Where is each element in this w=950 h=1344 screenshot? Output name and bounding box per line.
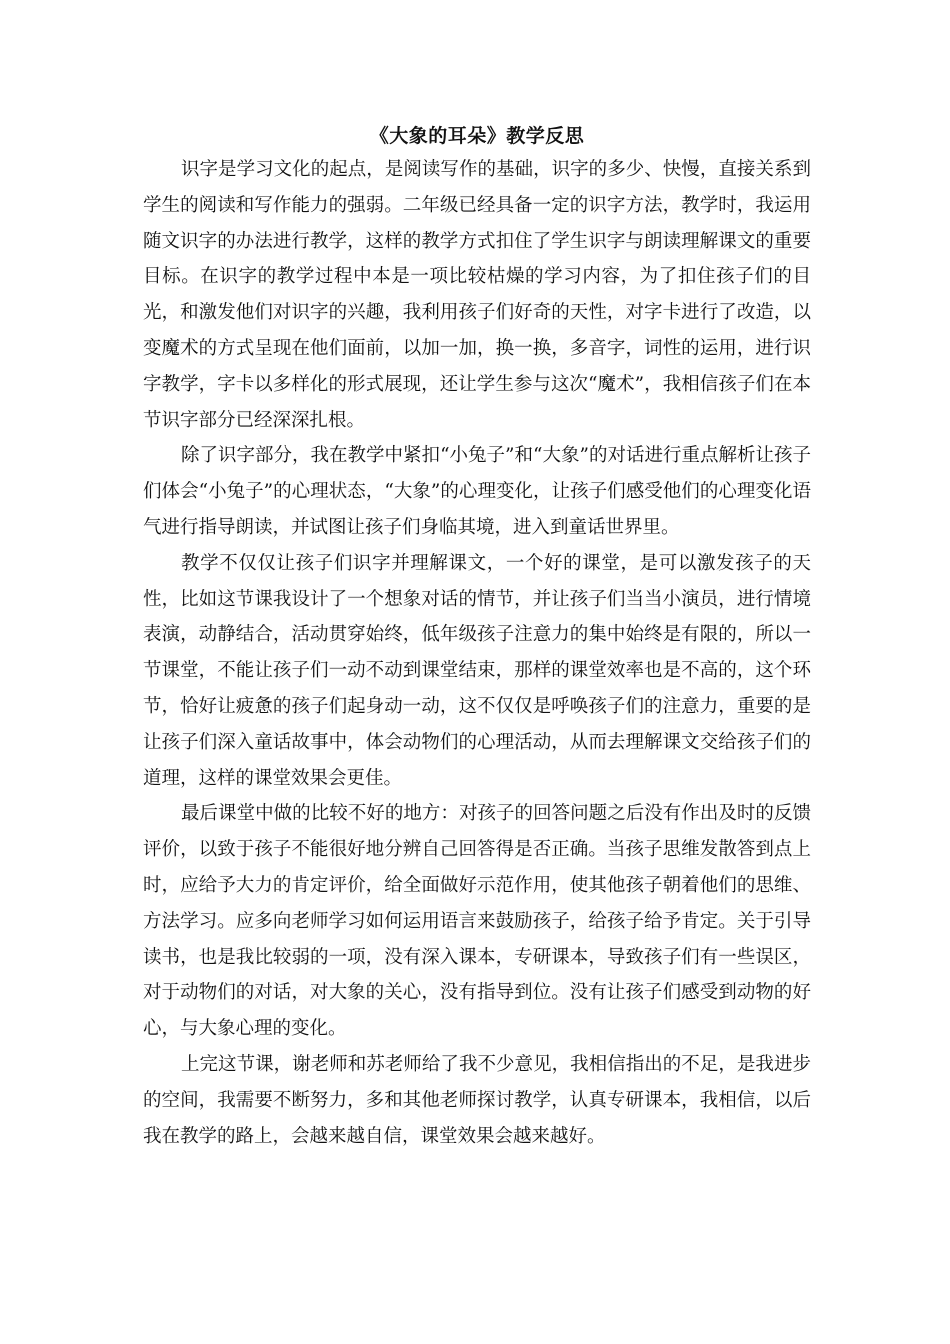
paragraph-conclusion: 上完这节课，谢老师和苏老师给了我不少意见，我相信指出的不足，是我进步的空间，我需要不断努力，多和其他老师探讨教学，认真专研课本，我相信，以后我在教学的路上，会越来越自信，课堂效果会越来越好。 <box>143 1053 811 1147</box>
document-title: 《大象的耳朵》教学反思 <box>369 125 585 147</box>
paragraph-activity: 教学不仅仅让孩子们识字并理解课文，一个好的课堂，是可以激发孩子的天性，比如这节课我设计了一个想象对话的情节，并让孩子们当当小演员，进行情境表演，动静结合，活动贯穿始终，低年级孩子注意力的集中始终是有限的，所以一节课堂，不能让孩子们一动不动到课堂结束，那样的课堂效率也是不高的，这个环节，恰好让疲惫的孩子们起身动一动，这不仅仅是呼唤孩子们的注意力，重要的是让孩子们深入童话故事中，体会动物们的心理活动，从而去理解课文交给孩子们的道理，这样的课堂效果会更佳。 <box>143 552 811 789</box>
paragraph-dialogue: 除了识字部分，我在教学中紧扣“小兔子”和“大象”的对话进行重点解析让孩子们体会“小兔子”的心理状态，“大象”的心理变化，让孩子们感受他们的心理变化语气进行指导朗读，并试图让孩子们身临其境，进入到童话世界里。 <box>143 445 811 538</box>
paragraph-shortcomings: 最后课堂中做的比较不好的地方：对孩子的回答问题之后没有作出及时的反馈评价，以致于孩子不能很好地分辨自己回答得是否正确。当孩子思维发散答到点上时，应给予大力的肯定评价，给全面做好示范作用，使其他孩子朝着他们的思维、方法学习。应多向老师学习如何运用语言来鼓励孩子，给孩子给予肯定。关于引导读书，也是我比较弱的一项，没有深入课本，专研课本，导致孩子们有一些误区，对于动物们的对话，对大象的关心，没有指导到位。没有让孩子们感受到动物的好心，与大象心理的变化。 <box>143 803 811 1040</box>
paragraph-literacy: 识字是学习文化的起点，是阅读写作的基础，识字的多少、快慢，直接关系到学生的阅读和写作能力的强弱。二年级已经具备一定的识字方法，教学时，我运用随文识字的办法进行教学，这样的教学方式扣住了学生识字与朗读理解课文的重要目标。在识字的教学过程中本是一项比较枯燥的学习内容，为了扣住孩子们的目光，和激发他们对识字的兴趣，我利用孩子们好奇的天性，对字卡进行了改造，以变魔术的方式呈现在他们面前，以加一加，换一换，多音字，词性的运用，进行识字教学，字卡以多样化的形式展现，还让学生参与这次“魔术”，我相信孩子们在本节识字部分已经深深扎根。 <box>143 159 811 431</box>
document-page <box>143 120 811 1154</box>
